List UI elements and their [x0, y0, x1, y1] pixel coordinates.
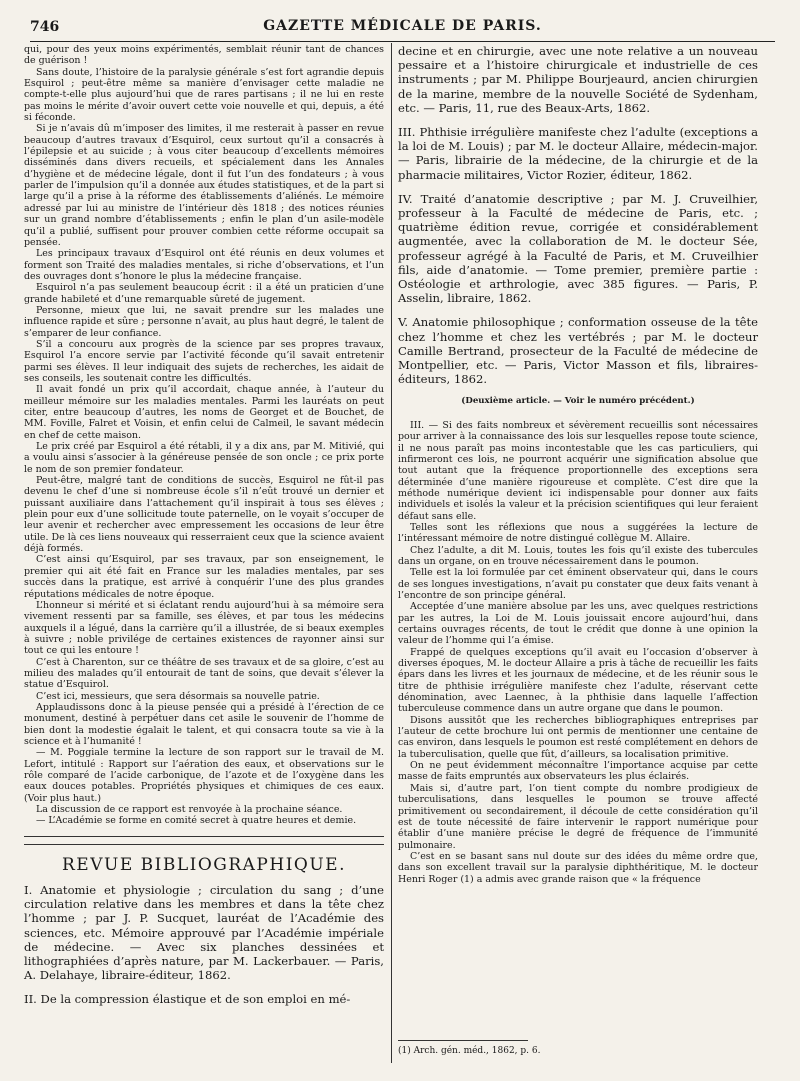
- paragraph: C’est ainsi qu’Esquirol, par ses travaux, par son enseignement, le premier qui ait été fait en France sur les maladies mentales, par ses succès dans la pratique, est arrivé à conquérir l’une des plus grandes réputations médicales de notre époque.: [24, 554, 384, 600]
- section-title: REVUE BIBLIOGRAPHIQUE.: [62, 854, 346, 875]
- bibliography-entry: V. Anatomie philosophique ; conformation osseuse de la tête chez l’homme et chez les vertébrés ; par M. le docteur Camille Bertrand, prosecteur de la Faculté de médecine de Montpellier, etc. — Paris, Victor Masson et fils, libraires-éditeurs, 1862.: [398, 315, 758, 387]
- column-divider: [391, 43, 392, 1063]
- paragraph: Les principaux travaux d’Esquirol ont été réunis en deux volumes et forment son Traité des maladies mentales, si riche d’observations, et l’un des ouvrages dont s’honore le plus la médecine française.: [24, 248, 384, 282]
- footnote: (1) Arch. gén. méd., 1862, p. 6.: [398, 1046, 541, 1056]
- paragraph: Sans doute, l’histoire de la paralysie générale s’est fort agrandie depuis Esquirol ; peut-être même sa manière d’envisager cette maladie ne compte-t-elle plus aujourd’hui que de rares partisans ; il ne lui en reste pas moins le mérite d’avoir ouvert cette voie nouvelle et qui, depuis, a été si féconde.: [24, 66, 384, 124]
- paragraph: Disons aussitôt que les recherches bibliographiques entreprises par l’auteur de cette brochure lui ont permis de mentionner une centaine de cas environ, dans lesquels le poumon est resté complétement en dehors de la tuberculisation, quelle que fût, d’ailleurs, sa localisation primitive.: [398, 714, 758, 760]
- paragraph: La discussion de ce rapport est renvoyée à la prochaine séance.: [36, 804, 343, 816]
- paragraph: qui, pour des yeux moins expérimentés, semblait réunir tant de chances de guérison !: [24, 44, 384, 67]
- left-column: [24, 44, 384, 1017]
- paragraph: L’honneur si mérité et si éclatant rendu aujourd’hui à sa mémoire sera vivement ressenti par sa famille, ses élèves, et par tous les médecins auxquels il a légué, dans la carrière qu’il a illustrée, de si beaux exemples à suivre ; noble privilége de certaines existences de rayonner ainsi sur tout ce qui les entoure !: [24, 599, 384, 657]
- paragraph: Applaudissons donc à la pieuse pensée qui a présidé à l’érection de ce monument, destiné à perpétuer dans cet asile le souvenir de l’homme de bien dont la modestie égalait le talent, et qui consacra toute sa vie à la science et à l’humanité !: [24, 701, 384, 747]
- paragraph: — M. Poggiale termine la lecture de son rapport sur le travail de M. Lefort, intitulé : Rapport sur l’aération des eaux, et observations sur le rôle comparé de l’acide carbonique, de l’azote et de l’oxygène dans les eaux douces potables. Propriétés physiques et chimiques de ces eaux. (Voir plus haut.): [24, 747, 384, 804]
- paragraph: — L’Académie se forme en comité secret à quatre heures et demie.: [36, 815, 357, 827]
- right-column: [398, 44, 758, 885]
- section-rule: [24, 844, 384, 845]
- paragraph: Il avait fondé un prix qu’il accordait, chaque année, à l’auteur du meilleur mémoire sur les maladies mentales. Parmi les lauréats on peut citer, entre beaucoup d’autres, les noms de Georget et de Bouchet, de MM. Foville, Falret et Voisin, et enfin celui de Calmeil, le savant médecin en chef de cette maison.: [24, 384, 384, 441]
- journal-title: GAZETTE MÉDICALE DE PARIS.: [263, 18, 542, 34]
- bibliography-entry: II. De la compression élastique et de son emploi en mé-: [24, 992, 351, 1007]
- paragraph: Chez l’adulte, a dit M. Louis, toutes les fois qu’il existe des tubercules dans un organe, on en trouve nécessairement dans le poumon.: [398, 544, 758, 567]
- page-number: 746: [30, 19, 60, 35]
- bibliography-entry: decine et en chirurgie, avec une note relative a un nouveau pessaire et a l’histoire chirurgicale et industrielle de ces instruments ; par M. Philippe Bourjeaurd, ancien chirurgien de la marine, membre de la nouvelle Société de Sydenham, etc. — Paris, 11, rue des Beaux-Arts, 1862.: [398, 44, 758, 115]
- bibliography-list: [24, 883, 384, 1007]
- paragraph: Telles sont les réflexions que nous a suggérées la lecture de l’intéressant mémoire de notre distingué collègue M. Allaire.: [398, 521, 758, 545]
- paragraph: Esquirol n’a pas seulement beaucoup écrit : il a été un praticien d’une grande habileté et d’une remarquable sûreté de jugement.: [24, 282, 384, 305]
- bibliography-entry: IV. Traité d’anatomie descriptive ; par M. J. Cruveilhier, professeur à la Faculté de médecine de Paris, etc. ; quatrième édition revue, corrigée et considérablement augmentée, avec la collaboration de M. le docteur Sée, professeur agrégé à la Faculté de Paris, et M. Cruveilhier fils, aide d’anatomie. — Tome premier, première partie : Ostéologie et arthrologie, avec 385 figures. — Paris, P. Asselin, libraire, 1862.: [398, 191, 758, 306]
- paragraph: Personne, mieux que lui, ne savait prendre sur les malades une influence rapide et sûre ; personne n’avait, au plus haut degré, le talent de s’emparer de leur confiance.: [24, 304, 384, 339]
- bibliography-list: [398, 44, 758, 386]
- paragraph: Le prix créé par Esquirol a été rétabli, il y a dix ans, par M. Mitivié, qui a voulu ainsi s’associer à la généreuse pensée de son oncle ; ce prix porte le nom de son premier fondateur.: [24, 441, 384, 475]
- paragraph: S’il a concouru aux progrès de la science par ses propres travaux, Esquirol l’a encore servie par l’activité féconde qu’il savait entretenir parmi ses élèves. Il leur indiquait des sujets de recherches, les aidait de ses conseils, les soutenait contre les difficultés.: [24, 338, 384, 384]
- paragraph: Frappé de quelques exceptions qu’il avait eu l’occasion d’observer à diverses époques, M. le docteur Allaire a pris à tâche de recueillir les faits épars dans les livres et les journaux de médecine, et de les réunir sous le titre de phthisie irrégulière manifeste chez l’adulte, réservant cette dénomination, avec Laennec, à la phthisie dans laquelle l’affection tuberculeuse commence dans un autre organe que dans le poumon.: [398, 646, 758, 715]
- paragraph: Acceptée d’une manière absolue par les uns, avec quelques restrictions par les autres, la Loi de M. Louis jouissait encore aujourd’hui, dans certains ouvrages récents, de tout le crédit que donne à une opinion la valeur de l’homme qui l’a émise.: [398, 601, 758, 647]
- paragraph: Telle est la loi formulée par cet éminent observateur qui, dans le cours de ses longues investigations, n’avait pu constater que deux faits venant à l’encontre de son principe général.: [398, 567, 758, 601]
- paragraph: On ne peut évidemment méconnaître l’importance acquise par cette masse de faits empruntés aux observateurs les plus éclairés.: [398, 760, 758, 783]
- paragraph: Mais si, d’autre part, l’on tient compte du nombre prodigieux de tuberculisations, dans lesquelles le poumon se trouve affecté primitivement ou secondairement, il découle de cette considération qu’il est de toute nécessité de faire intervenir le rapport numérique pour établir d’une manière précise le degré de fréquence de l’immunité pulmonaire.: [398, 782, 758, 851]
- section-rule: [24, 836, 384, 837]
- page-header: [30, 15, 775, 42]
- paragraph: Si je n’avais dû m’imposer des limites, il me resterait à passer en revue beaucoup d’autres travaux d’Esquirol, ceux surtout qu’il a consacrés à l’épilepsie et au suicide ; à vous citer beaucoup d’excellents mémoires disséminés dans divers recueils, et spécialement dans les Annales d’hygiène et de médecine légale, dont il fut l’un des fondateurs ; à vous parler de l’impulsion qu’il a donnée aux études statistiques, et de la part si large qu’il a prise à la réforme des établissements d’aliénés. Le mémoire adressé par lui au ministre de l’intérieur dès 1818 ; des notices réunies sur un grand nombre d’établissements ; enfin le plan d’un asile-modèle qu’il a publié, suffisent pour prouver combien cette réforme occupait sa pensée.: [24, 123, 384, 248]
- article-note: (Deuxième article. — Voir le numéro précédent.): [461, 396, 695, 407]
- footnote-rule: [398, 1040, 528, 1041]
- paragraph: C’est en se basant sans nul doute sur des idées du même ordre que, dans son excellent travail sur la paralysie diphthéritique, M. le docteur Henri Roger (1) a admis avec grande raison que « la fréquence: [398, 850, 758, 885]
- paragraph: III. — Si des faits nombreux et sévèrement recueillis sont nécessaires pour arriver à la connaissance des lois sur lesquelles repose toute science, il ne nous paraît pas moins incontestable que les cas particuliers, qui infirmeront ces lois, ne pourront acquérir une signification absolue que tout autant que la fréquence proportionnelle des exceptions sera déterminée d’une manière rigoureuse et complète. C’est dire que la méthode numérique devient ici indispensable pour donner aux faits individuels et isolés la valeur et la précision scientifiques qui leur feraient défaut sans elle.: [398, 419, 758, 522]
- paragraph: C’est ici, messieurs, que sera désormais sa nouvelle patrie.: [36, 690, 320, 702]
- paragraph: C’est à Charenton, sur ce théâtre de ses travaux et de sa gloire, c’est au milieu des malades qu’il entourait de tant de soins, que devait s’élever la statue d’Esquirol.: [24, 656, 384, 691]
- bibliography-entry: III. Phthisie irrégulière manifeste chez l’adulte (exceptions a la loi de M. Louis) ; par M. le docteur Allaire, médecin-major. — Paris, librairie de la médecine, de la chirurgie et de la pharmacie militaires, Victor Rozier, éditeur, 1862.: [398, 125, 758, 182]
- paragraph: Peut-être, malgré tant de conditions de succès, Esquirol ne fût-il pas devenu le chef d’une si nombreuse école s’il n’eût trouvé un dernier et puissant auxiliaire dans l’attachement qu’il inspirait à tous ses élèves ; plein pour eux d’une sollicitude toute paternelle, on le voyait s’occuper de leur avenir et rechercher avec empressement les occasions de leur être utile. De là ces liens nouveaux qui resserraient ceux que la science avaient déjà formés.: [24, 475, 384, 555]
- bibliography-entry: I. Anatomie et physiologie ; circulation du sang ; d’une circulation relative dans les membres et dans la tête chez l’homme ; par J. P. Sucquet, lauréat de l’Académie des sciences, etc. Mémoire approuvé par l’Académie impériale de médecine. — Avec six planches dessinées et lithographiées d’après nature, par M. Lackerbauer. — Paris, A. Delahaye, libraire-éditeur, 1862.: [24, 883, 384, 983]
